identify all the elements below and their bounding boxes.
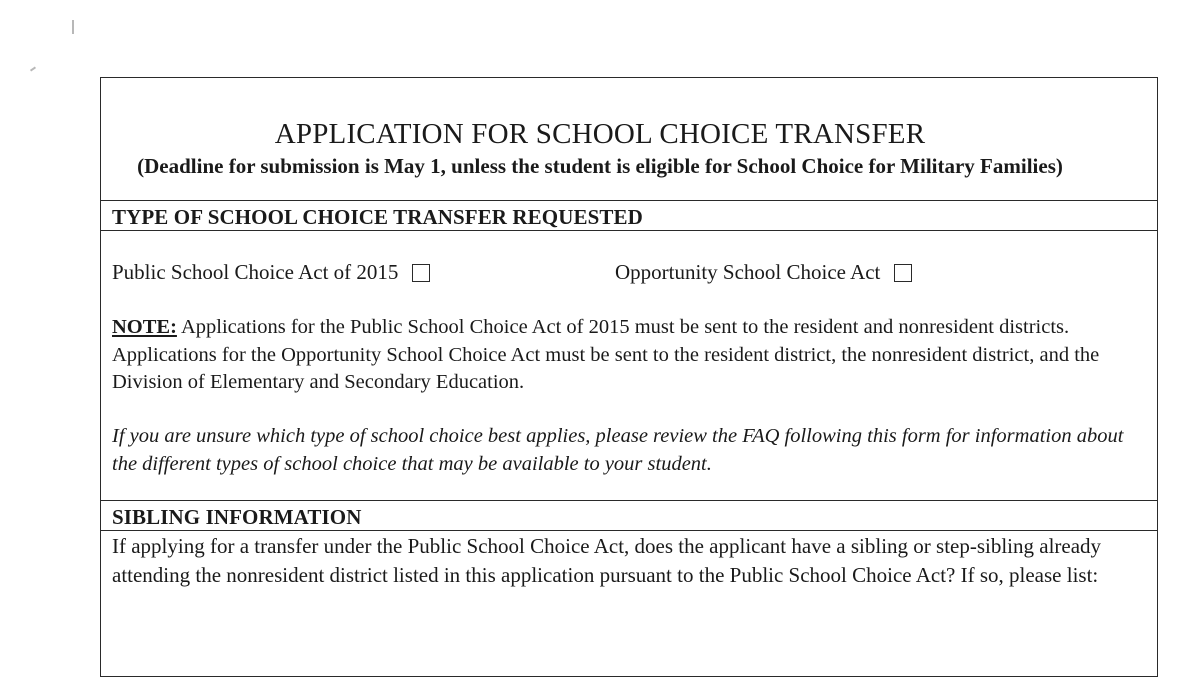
opportunity-school-choice-checkbox[interactable] xyxy=(894,264,912,282)
section-divider xyxy=(100,530,1158,531)
section-divider xyxy=(100,230,1158,231)
section-divider xyxy=(100,200,1158,201)
sibling-section-header: SIBLING INFORMATION xyxy=(112,505,362,529)
guidance-paragraph: If you are unsure which type of school choice best applies, please review the FAQ following this form for information about the different types of school choice that may be available to your student. xyxy=(112,425,1124,475)
section-divider xyxy=(100,500,1158,501)
scan-speck xyxy=(72,20,74,34)
public-school-choice-checkbox[interactable] xyxy=(412,264,430,282)
option-public-school-choice xyxy=(112,260,430,285)
option-label: Opportunity School Choice Act xyxy=(615,260,881,284)
note-text: Applications for the Public School Choice Act of 2015 must be sent to the resident and nonresident districts. Applications for the Opportunity School Choice Act must be sent to the resident district, the nonresident district, and the Division of Elementary and Secondary Education. xyxy=(112,316,1100,393)
form-subtitle: (Deadline for submission is May 1, unless the student is eligible for School Choice for Military Families) xyxy=(137,154,1063,178)
note-label: NOTE: xyxy=(112,316,177,338)
option-label: Public School Choice Act of 2015 xyxy=(112,260,399,284)
note-paragraph xyxy=(112,314,1152,397)
scan-speck xyxy=(30,66,36,71)
sibling-question: If applying for a transfer under the Public School Choice Act, does the applicant have a sibling or step-sibling already attending the nonresident district listed in this application pursuant to the Public School Choice Act? If so, please list: xyxy=(112,534,1102,587)
option-opportunity-school-choice xyxy=(615,260,912,285)
type-section-header: TYPE OF SCHOOL CHOICE TRANSFER REQUESTED xyxy=(112,205,643,229)
form-title: APPLICATION FOR SCHOOL CHOICE TRANSFER xyxy=(274,118,926,150)
